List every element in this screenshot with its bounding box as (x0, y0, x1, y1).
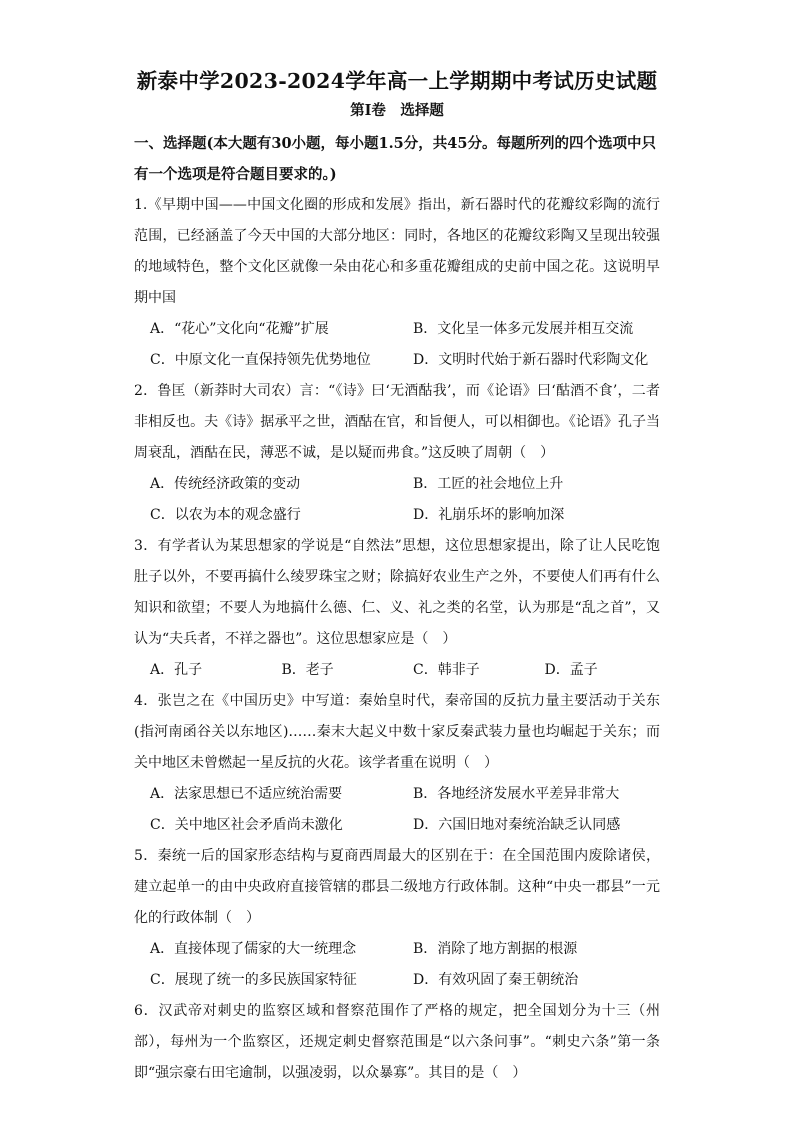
question-3 (134, 531, 660, 686)
option-b: B．老子 (281, 662, 334, 678)
option-d: D．六国旧地对秦统治缺乏认同感 (413, 817, 621, 833)
option-a: A．传统经济政策的变动 (150, 476, 301, 492)
option-a: A．法家思想已不适应统治需要 (150, 786, 343, 802)
option-b: B．文化呈一体多元发展并相互交流 (413, 321, 634, 337)
option-b: B．工匠的社会地位上升 (413, 476, 564, 492)
option-d: D．孟子 (544, 662, 598, 678)
question-1 (134, 190, 660, 376)
page-title: 新泰中学2023-2024学年高一上学期期中考试历史试题 (136, 69, 658, 93)
option-list (134, 469, 660, 531)
option-d: D．礼崩乐坏的影响加深 (413, 507, 565, 523)
question-stem: 1.《早期中国——中国文化圈的形成和发展》指出，新石器时代的花瓣纹彩陶的流行范围，已经涵盖了今天中国的大部分地区：同时，各地区的花瓣纹彩陶又呈现出较强的地域特色，整个文化区就像一朵由花心和多重花瓣组成的史前中国之花。这说明早期中国 (134, 197, 660, 306)
option-list (134, 934, 660, 996)
option-list (134, 314, 660, 376)
option-a: A．孔子 (150, 662, 203, 678)
option-c: C．关中地区社会矛盾尚未激化 (150, 817, 343, 833)
option-list (134, 655, 660, 686)
option-c: C．中原文化一直保持领先优势地位 (150, 352, 371, 368)
paper-part-title: 第Ⅰ卷 选择题 (350, 102, 444, 119)
question-stem: 4．张岂之在《中国历史》中写道：秦始皇时代，秦帝国的反抗力量主要活动于关东(指河南函谷关以东地区)……秦末大起义中数十家反秦武装力量也均崛起于关东；而关中地区未曾燃起一星反抗的火花。该学者重在说明（ ） (134, 693, 660, 771)
option-c: C．展现了统一的多民族国家特征 (150, 972, 357, 988)
option-b: B．消除了地方割据的根源 (413, 941, 578, 957)
option-d: D．文明时代始于新石器时代彩陶文化 (413, 352, 649, 368)
question-5 (134, 841, 660, 996)
question-stem: 6．汉武帝对刺史的监察区域和督察范围作了严格的规定，把全国划分为十三（州部），每州为一个监察区，还规定刺史督察范围是“以六条问事”。“刺史六条”第一条即“强宗豪右田宅逾制，以强凌弱，以众暴寡”。其目的是（ ） (134, 1003, 660, 1081)
question-2 (134, 376, 660, 531)
option-b: B．各地经济发展水平差异非常大 (413, 786, 620, 802)
option-list (134, 779, 660, 841)
option-c: C．韩非子 (413, 662, 480, 678)
question-4 (134, 686, 660, 841)
option-c: C．以农为本的观念盛行 (150, 507, 301, 523)
option-a: A．“花心”文化向“花瓣”扩展 (150, 321, 329, 337)
question-stem: 5．秦统一后的国家形态结构与夏商西周最大的区别在于：在全国范围内废除诸侯，建立起单一的由中央政府直接管辖的郡县二级地方行政体制。这种“中央一郡县”一元化的行政体制（ ） (134, 848, 660, 926)
question-stem: 3．有学者认为某思想家的学说是“自然法”思想，这位思想家提出，除了让人民吃饱肚子以外，不要再搞什么绫罗珠宝之财；除搞好农业生产之外，不要使人们再有什么知识和欲望；不要人为地搞什么德、仁、义、礼之类的名堂，认为那是“乱之首”，又认为“夫兵者，不祥之器也”。这位思想家应是（ ） (134, 538, 660, 647)
option-a: A．直接体现了儒家的大一统理念 (150, 941, 357, 957)
question-stem: 2．鲁匡（新莽时大司农）言：“《诗》曰‘无酒酤我’，而《论语》曰‘酤酒不食’，二者非相反也。夫《诗》据承平之世，酒酤在官，和旨便人，可以相御也。《论语》孔子当周衰乱，酒酤在民，薄恶不诚，是以疑而弗食。”这反映了周朝（ ） (134, 383, 660, 461)
question-6 (134, 996, 660, 1089)
option-d: D．有效巩固了秦王朝统治 (413, 972, 579, 988)
section-heading: 一、选择题(本大题有30小题，每小题1.5分，共45分。每题所列的四个选项中只有一个选项是符合题目要求的。) (134, 135, 656, 183)
